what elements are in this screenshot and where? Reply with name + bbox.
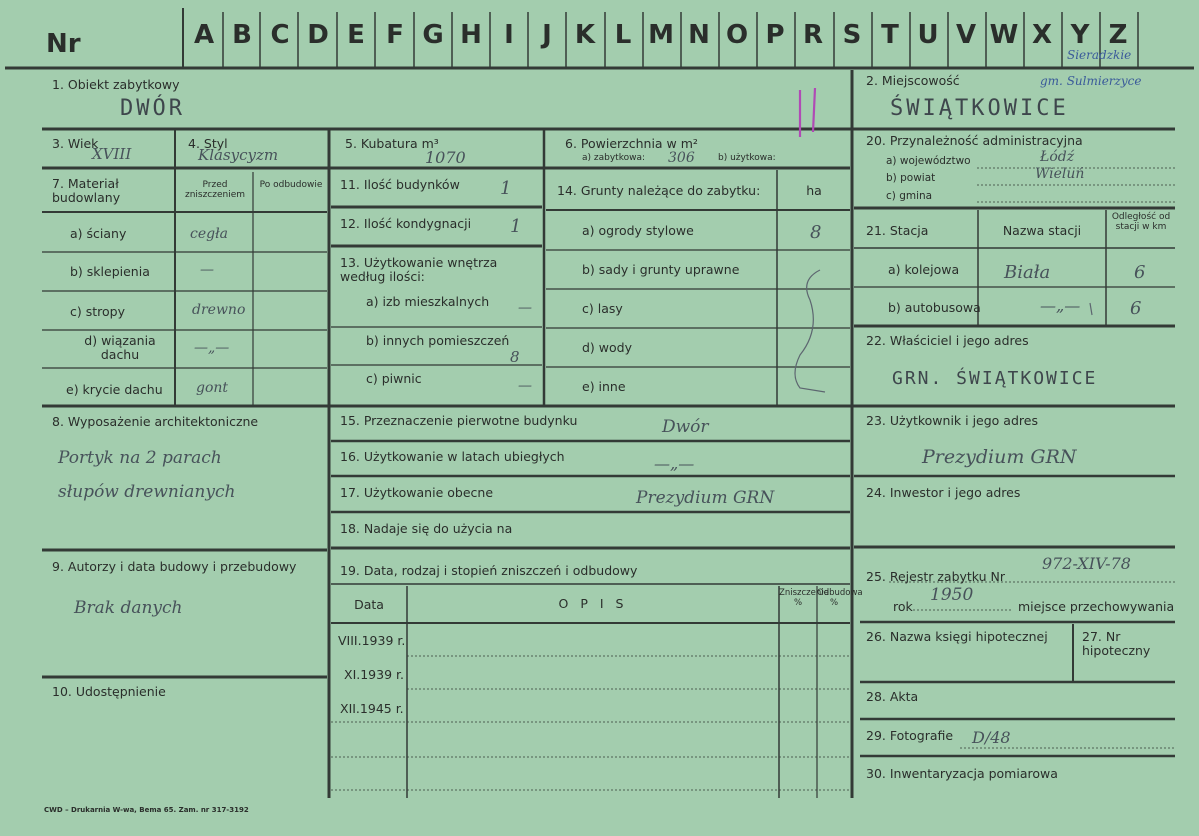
label-odleglosc: Odległość od stacji w km [1111,212,1171,232]
value-gmina-note: gm. Sulmierzyce [1040,74,1142,88]
label-pow-zabytkowa: a) zabytkowa: [582,153,645,163]
label-miejsce-przechowywania: miejsce przechowywania [1018,599,1175,614]
label-kolejowa: a) kolejowa [888,262,960,277]
label-przeznaczenie: 15. Przeznaczenie pierwotne budynku [340,413,578,428]
label-uzytkownik: 23. Użytkownik i jego adres [866,413,1038,428]
label-opis: O P I S [558,596,628,611]
label-nazwa-stacji: Nazwa stacji [1002,223,1082,238]
label-sady: b) sady i grunty uprawne [582,262,740,277]
label-grunty: 14. Grunty należące do zabytku: [557,183,761,198]
letter-t[interactable]: T [881,20,899,50]
letter-j[interactable]: J [542,20,552,50]
label-sklepienia: b) sklepienia [70,264,150,279]
letter-v[interactable]: V [955,20,977,50]
letter-c[interactable]: C [270,20,290,50]
value-powiat[interactable]: Wieluń [1035,166,1085,182]
value-stacja-autobusowa[interactable]: —„— [1040,296,1081,315]
label-inne: e) inne [582,379,626,394]
label-wlasciciel: 22. Właściciel i jego adres [866,333,1029,348]
letter-h[interactable]: H [460,20,482,50]
label-autobusowa: b) autobusowa [888,300,981,315]
label-sciany: a) ściany [70,226,127,241]
value-miejscowosc[interactable]: ŚWIĄTKOWICE [890,96,1069,121]
value-piwnic[interactable]: — [518,378,532,394]
value-wyposazenie-2[interactable]: słupów drewnianych [58,482,236,502]
value-krycie[interactable]: gont [196,380,229,396]
label-udostepnienie: 10. Udostępnienie [52,684,166,699]
label-powiat: b) powiat [886,172,936,184]
value-obiekt[interactable]: DWÓR [120,96,185,121]
label-miejscowosc: 2. Miejscowość [866,73,960,88]
label-kubatura: 5. Kubatura m³ [345,136,439,151]
value-ogrody[interactable]: 8 [810,222,822,243]
label-ksiega-hipoteczna: 26. Nazwa księgi hipotecznej [866,629,1048,644]
label-material: 7. Materiał budowlany [52,176,121,205]
letter-d[interactable]: D [307,20,329,50]
label-akta: 28. Akta [866,689,919,704]
purple-roman-mark [795,88,796,89]
letter-k[interactable]: K [574,20,596,50]
letter-i[interactable]: I [504,20,514,50]
value-fotografie[interactable]: D/48 [972,728,1011,747]
value-pow-zabytkowa[interactable]: 306 [668,150,695,166]
value-autorzy[interactable]: Brak danych [74,598,183,618]
letter-e[interactable]: E [347,20,365,50]
label-ilosc-budynkow: 11. Ilość budynków [340,177,460,192]
letter-w[interactable]: W [989,20,1019,50]
label-wody: d) wody [582,340,632,355]
value-wojewodztwo-note: Sieradzkie [1067,48,1132,62]
label-autorzy: 9. Autorzy i data budowy i przebudowy [52,559,297,574]
value-sklepienia[interactable]: — [200,262,214,278]
label-ogrody: a) ogrody stylowe [582,223,694,238]
value-ilosc-budynkow[interactable]: 1 [500,178,512,199]
letter-u[interactable]: U [917,20,939,50]
label-wiek: 3. Wiek [52,136,99,151]
label-nr-hipoteczny: 27. Nr hipoteczny [1082,629,1151,658]
value-rok[interactable]: 1950 [930,585,974,605]
letter-y[interactable]: Y [1070,20,1090,50]
label-data: Data [354,597,384,612]
label-stropy: c) stropy [70,304,125,319]
label-piwnic: c) piwnic [366,371,422,386]
letter-m[interactable]: M [648,20,674,50]
letter-l[interactable]: L [614,20,632,50]
value-styl[interactable]: Klasycyzm [198,146,279,164]
value-innych-pomieszczen[interactable]: 8 [510,348,520,366]
date-2: XI.1939 r. [344,667,404,682]
label-wyposazenie: 8. Wyposażenie architektoniczne [52,414,259,429]
label-zniszczenie: Zniszczenie % [779,588,829,608]
label-przynaleznosc: 20. Przynależność administracyjna [866,133,1083,148]
label-obiekt: 1. Obiekt zabytkowy [52,77,180,92]
label-uzytkowanie-ubiegle: 16. Użytkowanie w latach ubiegłych [340,449,565,464]
label-nadaje-sie: 18. Nadaje się do użycia na [340,521,513,536]
letter-p[interactable]: P [765,20,785,50]
letter-r[interactable]: R [802,20,824,50]
label-gmina: c) gmina [886,190,933,202]
value-km-autobusowa[interactable]: 6 [1130,298,1142,319]
letter-z[interactable]: Z [1108,20,1128,50]
label-inwestor: 24. Inwestor i jego adres [866,485,1021,500]
value-ilosc-kondygnacji[interactable]: 1 [510,216,522,237]
value-wiek[interactable]: XVIII [92,145,132,163]
label-fotografie: 29. Fotografie [866,728,954,743]
value-wyposazenie-1[interactable]: Portyk na 2 parach [58,448,222,468]
value-uzytkowanie-obecne[interactable]: Prezydium GRN [636,488,775,508]
date-3: XII.1945 r. [340,701,404,716]
letter-f[interactable]: F [386,20,404,50]
value-kubatura[interactable]: 1070 [425,148,466,167]
date-1: VIII.1939 r. [338,633,406,648]
label-pow-uzytkowa: b) użytkowa: [718,153,776,163]
letter-g[interactable]: G [422,20,444,50]
value-km-kolejowa[interactable]: 6 [1134,262,1146,283]
label-po-odbudowie: Po odbudowie [259,180,323,190]
value-przeznaczenie[interactable]: Dwór [662,417,709,437]
label-ha: ha [806,183,822,198]
printer-imprint: CWD – Drukarnia W-wa, Bema 65. Zam. nr 317-3192 [44,806,249,814]
label-powierzchnia: 6. Powierzchnia w m² [565,136,698,151]
value-uzytkownik[interactable]: Prezydium GRN [922,446,1077,468]
value-rejestr[interactable]: 972-XIV-78 [1042,554,1131,573]
letter-x[interactable]: X [1031,20,1053,50]
value-stacja-kolejowa[interactable]: Biała [1004,262,1051,283]
letter-o[interactable]: O [725,20,749,50]
value-wiazania[interactable]: —„— [194,340,230,356]
letter-s[interactable]: S [842,20,862,50]
label-rok: rok [893,599,913,614]
label-krycie: e) krycie dachu [66,382,163,397]
label-ilosc-kondygnacji: 12. Ilość kondygnacji [340,216,472,231]
label-odbudowa: Odbudowa % [817,588,863,608]
value-sciany[interactable]: cegła [190,226,228,242]
label-przed-zniszczeniem: Przed zniszczeniem [184,180,246,200]
label-rejestr: 25. Rejestr zabytku Nr [866,569,1006,584]
label-innych-pomieszczen: b) innych pomieszczeń [366,333,510,348]
label-wojewodztwo: a) województwo [886,155,971,167]
label-zniszczenia: 19. Data, rodzaj i stopień zniszczeń i odbudowy [340,563,638,578]
label-wiazania: d) wiązania dachu [84,333,156,362]
label-inwentaryzacja: 30. Inwentaryzacja pomiarowa [866,766,1058,781]
label-izb: a) izb mieszkalnych [366,294,490,309]
value-stropy[interactable]: drewno [192,302,246,318]
value-izb[interactable]: — [518,300,532,316]
value-wojewodztwo[interactable]: Łódź [1040,149,1075,165]
letter-n[interactable]: N [688,20,710,50]
letter-b[interactable]: B [232,20,252,50]
label-uzytkowanie-obecne: 17. Użytkowanie obecne [340,485,494,500]
nr-label: Nr [46,29,81,59]
value-uzytkowanie-ubiegle[interactable]: —„— [654,454,695,473]
label-stacja: 21. Stacja [866,223,929,238]
value-wlasciciel[interactable]: GRN. ŚWIĄTKOWICE [892,368,1098,389]
label-styl: 4. Styl [188,136,228,151]
label-uzytkowanie-wnetrza: 13. Użytkowanie wnętrza według ilości: [340,255,498,284]
label-lasy: c) lasy [582,301,623,316]
letter-a[interactable]: A [193,20,215,50]
